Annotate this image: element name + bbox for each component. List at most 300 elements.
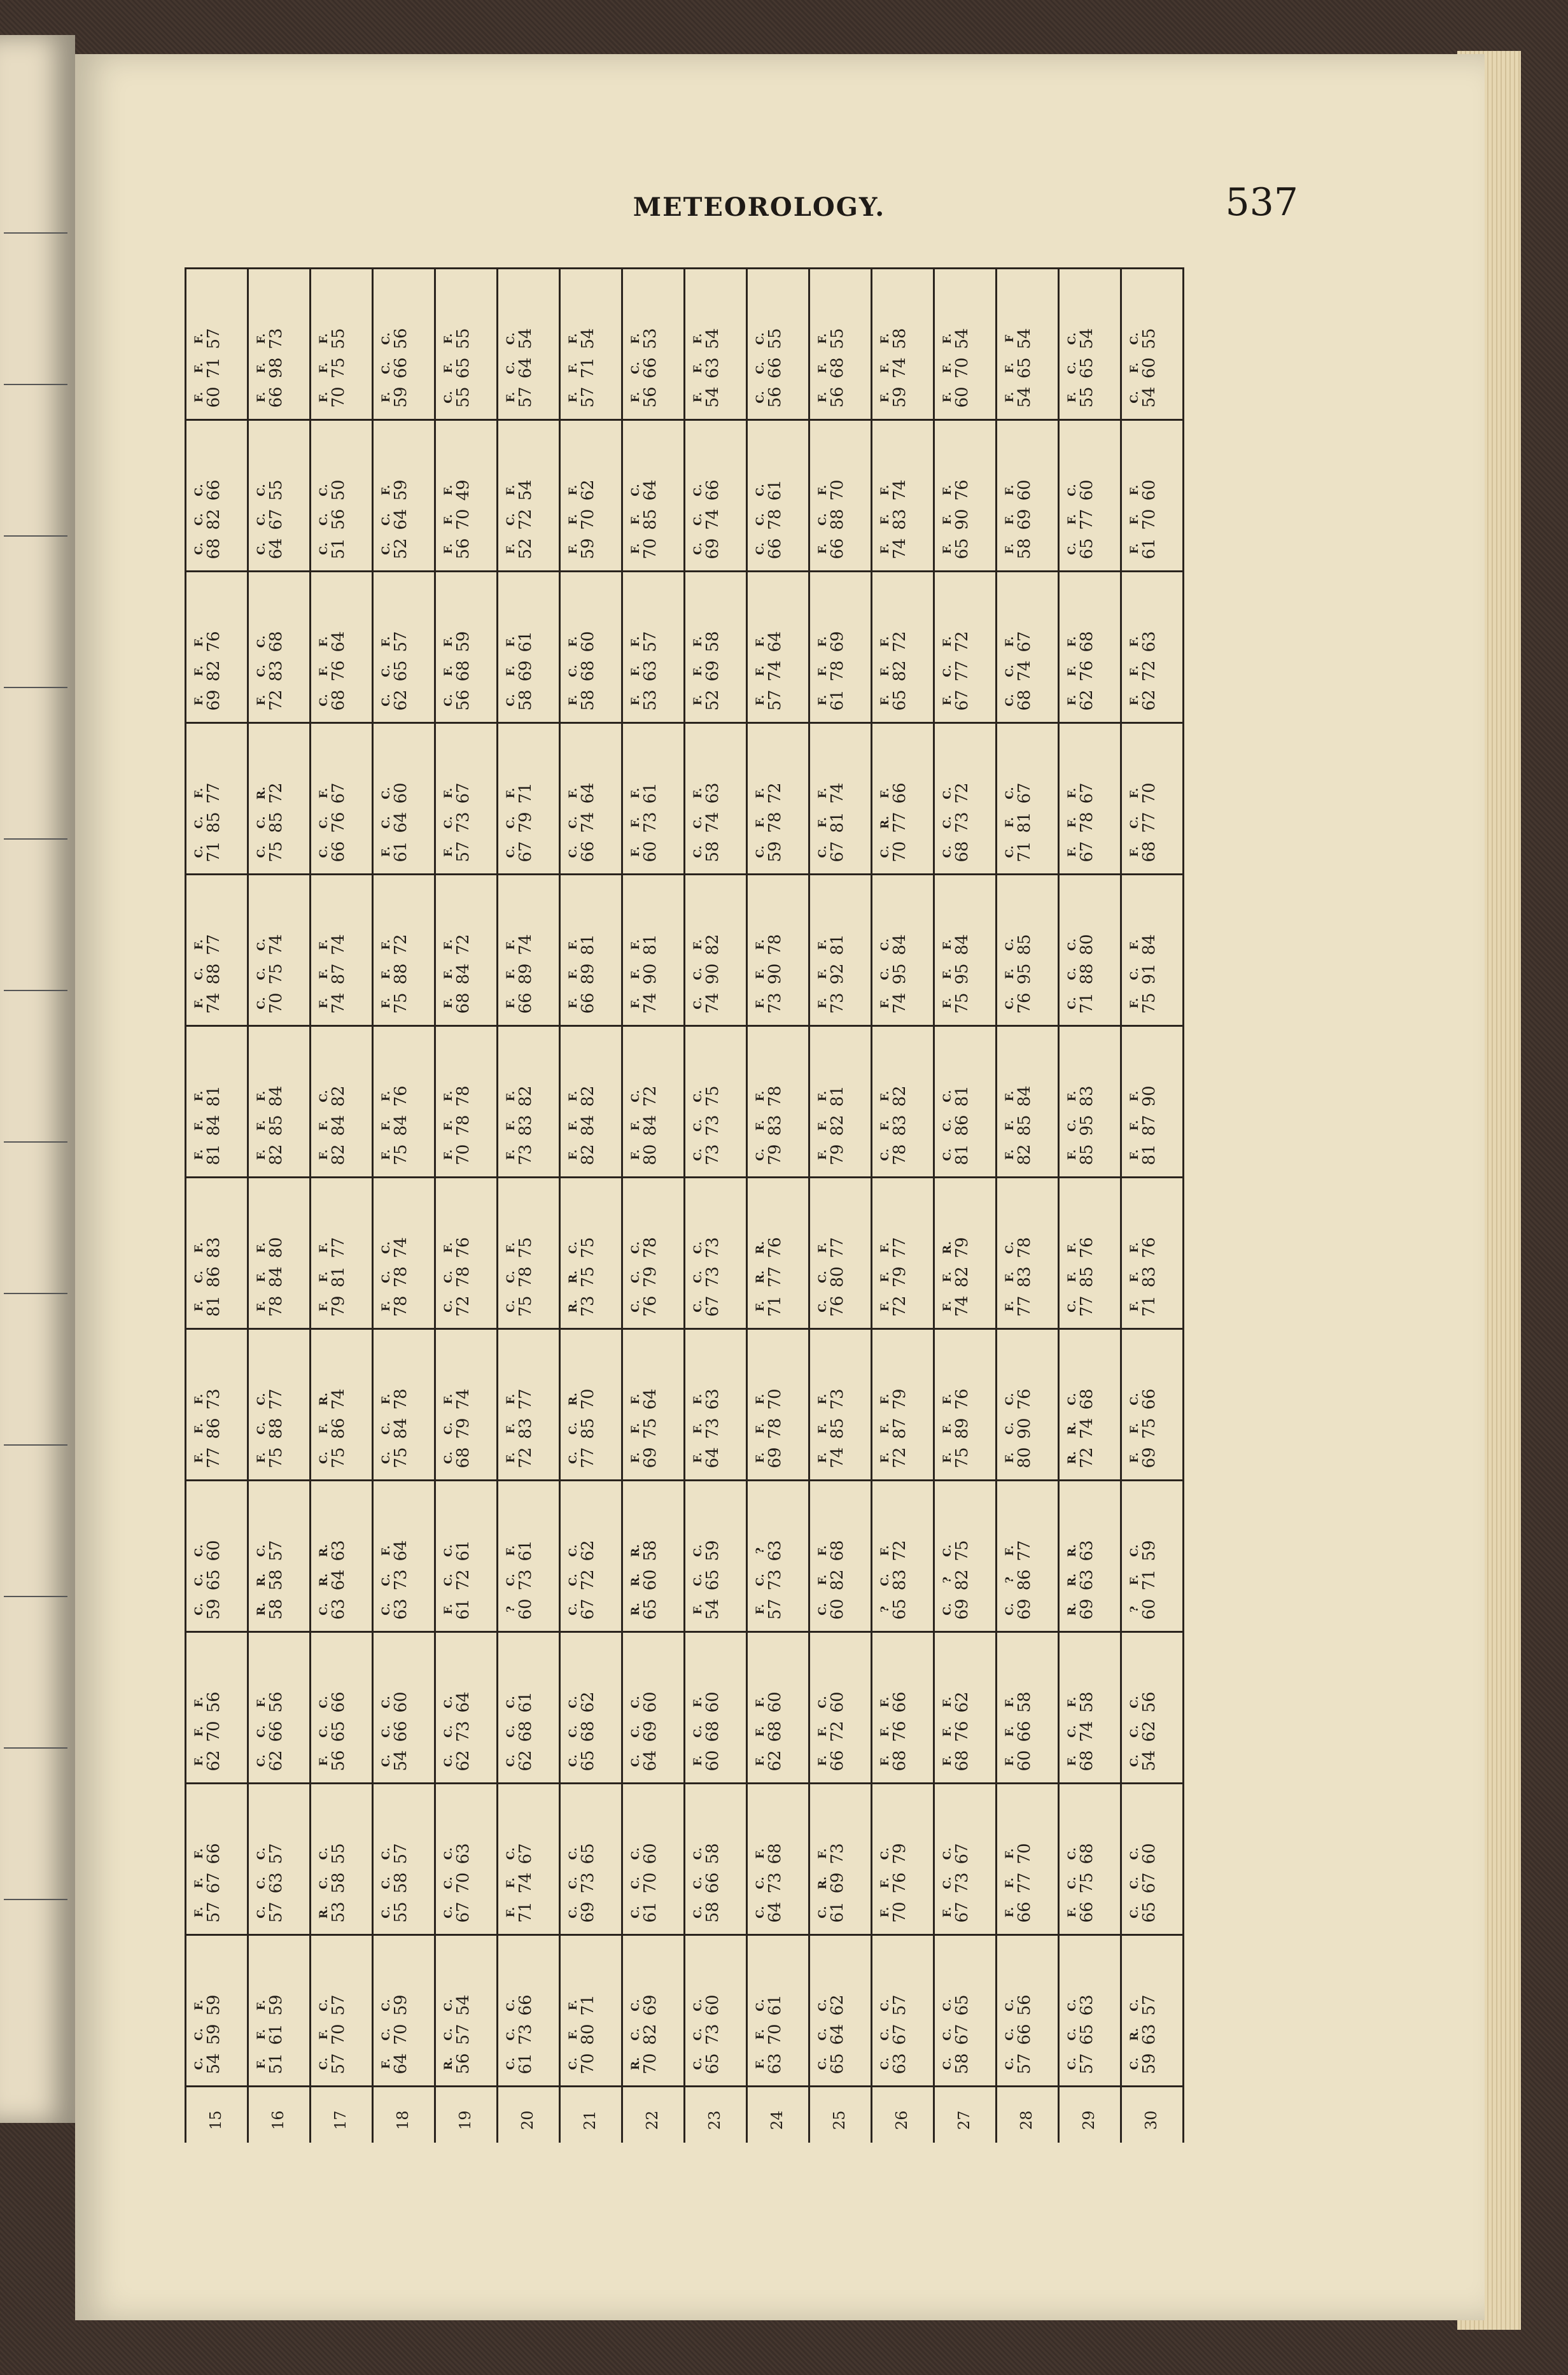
temperature-value: 81 — [828, 812, 847, 833]
reading-entry — [1129, 1842, 1158, 1865]
temperature-value: 82 — [953, 1569, 972, 1591]
weather-code: F. — [941, 1696, 954, 1708]
temperature-value: 73 — [516, 1144, 535, 1166]
weather-code: ? — [1128, 1606, 1141, 1612]
column-rule — [621, 267, 623, 2143]
temperature-value: 73 — [703, 1266, 722, 1288]
reading-entry — [942, 386, 971, 409]
weather-code: F. — [193, 1877, 206, 1889]
reading-entry — [1067, 962, 1096, 985]
reading-entry — [1004, 479, 1033, 502]
weather-code: F. — [193, 1755, 206, 1766]
reading-entry — [256, 1388, 285, 1411]
weather-code: F. — [629, 333, 642, 344]
weather-code: F. — [442, 1120, 455, 1131]
temperature-value: 73 — [766, 1872, 785, 1894]
temperature-value: 65 — [703, 2053, 722, 2075]
reading-entry — [193, 1236, 223, 1259]
reading-entry — [256, 1114, 285, 1137]
temperature-value: 79 — [890, 1266, 909, 1288]
reading-triplet — [1067, 1085, 1096, 1166]
weather-code: C. — [255, 1393, 268, 1406]
reading-entry — [568, 1842, 597, 1865]
temperature-value: 72 — [267, 782, 286, 804]
reading-entry — [942, 1568, 971, 1591]
weather-code: F. — [816, 636, 829, 647]
temperature-value: 67 — [953, 1843, 972, 1864]
reading-entry — [817, 689, 846, 712]
temperature-value: 58 — [391, 1872, 410, 1894]
temperature-value: 68 — [204, 538, 223, 560]
reading-entry — [568, 1749, 597, 1772]
reading-triplet — [1129, 1539, 1158, 1621]
temperature-value: 78 — [641, 1237, 660, 1258]
reading-entry — [942, 659, 971, 682]
temperature-value: 81 — [828, 934, 847, 955]
weather-code: C. — [1128, 1696, 1141, 1709]
day-number-label: 15 — [207, 2110, 225, 2130]
temperature-value: 63 — [1077, 1569, 1096, 1591]
weather-code: C. — [754, 1999, 767, 2012]
weather-code: F. — [1004, 636, 1016, 647]
weather-code: F. — [629, 391, 642, 403]
weather-code: C. — [1004, 787, 1016, 800]
temperature-value: 70 — [267, 992, 286, 1014]
temperature-value: 74 — [828, 782, 847, 804]
facing-page-rule — [4, 1596, 67, 1597]
reading-entry — [193, 1417, 223, 1440]
weather-code: F. — [505, 1423, 517, 1434]
reading-group — [755, 479, 784, 560]
weather-code: F. — [816, 333, 829, 344]
temperature-value: 71 — [204, 841, 223, 863]
reading-triplet — [318, 479, 347, 560]
temperature-value: 73 — [703, 1418, 722, 1439]
reading-triplet — [942, 1994, 971, 2075]
weather-code: F. — [442, 1242, 455, 1253]
reading-entry — [817, 2023, 846, 2046]
reading-entry — [630, 1417, 659, 1440]
weather-code: C. — [193, 542, 206, 555]
reading-entry — [630, 1901, 659, 1924]
temperature-value: 62 — [204, 1750, 223, 1772]
temperature-value: 79 — [454, 1418, 473, 1439]
reading-entry — [879, 840, 909, 863]
weather-code: F. — [629, 543, 642, 554]
temperature-value: 64 — [641, 479, 660, 501]
reading-entry — [879, 356, 909, 379]
reading-entry — [318, 782, 347, 805]
reading-entry — [568, 1446, 597, 1469]
weather-code: F. — [505, 787, 517, 799]
reading-entry — [755, 992, 784, 1015]
reading-triplet — [443, 1236, 472, 1318]
temperature-value: 81 — [204, 1295, 223, 1317]
reading-group — [942, 1691, 971, 1772]
reading-triplet — [630, 1842, 659, 1924]
weather-code: C. — [442, 391, 455, 404]
weather-code: C. — [941, 2057, 954, 2070]
reading-group — [1129, 327, 1158, 409]
reading-entry — [443, 1539, 472, 1562]
reading-triplet — [755, 479, 784, 560]
temperature-value: 73 — [578, 1295, 598, 1317]
weather-code: C. — [692, 1574, 704, 1586]
reading-entry — [443, 689, 472, 712]
temperature-value: 82 — [703, 934, 722, 955]
weather-code: F. — [754, 1090, 767, 1102]
weather-code: F. — [193, 391, 206, 403]
temperature-value: 59 — [578, 538, 598, 560]
temperature-value: 76 — [641, 1295, 660, 1317]
weather-table — [185, 267, 1190, 2145]
reading-entry — [318, 508, 347, 531]
reading-entry — [1129, 1295, 1158, 1318]
reading-entry — [1067, 933, 1096, 956]
temperature-value: 65 — [578, 1750, 598, 1772]
weather-code: F. — [193, 1999, 206, 2011]
temperature-value: 73 — [703, 2024, 722, 2045]
reading-group — [505, 630, 535, 712]
temperature-value: 74 — [329, 992, 348, 1014]
reading-entry — [879, 479, 909, 502]
reading-entry — [879, 1236, 909, 1259]
weather-code: F. — [941, 1452, 954, 1463]
reading-entry — [817, 1265, 846, 1288]
reading-entry — [256, 1720, 285, 1743]
temperature-value: 82 — [890, 660, 909, 682]
weather-code: C. — [505, 1847, 517, 1860]
weather-code: C. — [941, 1603, 954, 1616]
temperature-value: 66 — [1140, 1388, 1159, 1410]
reading-entry — [193, 1598, 223, 1621]
reading-group — [193, 630, 223, 712]
reading-entry — [1004, 1691, 1033, 1714]
temperature-value: 81 — [641, 934, 660, 955]
temperature-value: 60 — [1015, 479, 1034, 501]
weather-code: F. — [941, 636, 954, 647]
reading-group — [692, 782, 722, 863]
reading-entry — [193, 782, 223, 805]
reading-entry — [817, 1842, 846, 1865]
reading-triplet — [568, 327, 597, 409]
temperature-value: 57 — [267, 1901, 286, 1923]
reading-entry — [505, 933, 535, 956]
temperature-value: 68 — [828, 1540, 847, 1561]
reading-group — [755, 1691, 784, 1772]
reading-entry — [755, 1085, 784, 1108]
weather-code: C. — [380, 2028, 393, 2041]
temperature-value: 73 — [953, 1872, 972, 1894]
reading-group — [692, 630, 722, 712]
reading-entry — [942, 840, 971, 863]
reading-group — [193, 1085, 223, 1166]
weather-code: C. — [629, 1090, 642, 1103]
weather-code: F. — [442, 939, 455, 950]
reading-entry — [381, 1749, 410, 1772]
reading-triplet — [193, 630, 223, 712]
temperature-value: 68 — [1077, 1388, 1096, 1410]
reading-entry — [879, 992, 909, 1015]
reading-group — [879, 327, 909, 409]
weather-code: C. — [567, 1574, 580, 1586]
reading-group — [755, 1085, 784, 1166]
reading-triplet — [817, 630, 846, 712]
temperature-value: 64 — [391, 2053, 410, 2075]
weather-code: C. — [692, 1999, 704, 2012]
reading-entry — [568, 659, 597, 682]
reading-entry — [1129, 1446, 1158, 1469]
reading-group — [505, 933, 535, 1015]
reading-group — [1004, 1388, 1033, 1469]
reading-entry — [443, 2052, 472, 2075]
reading-group — [1004, 1994, 1033, 2075]
reading-triplet — [879, 1388, 909, 1469]
weather-code: F. — [442, 665, 455, 677]
reading-triplet — [817, 327, 846, 409]
weather-code: R. — [629, 1602, 642, 1616]
reading-entry — [256, 1598, 285, 1621]
reading-triplet — [1004, 327, 1033, 409]
reading-entry — [817, 1446, 846, 1469]
temperature-value: 59 — [391, 386, 410, 408]
weather-code: F. — [816, 484, 829, 496]
temperature-value: 86 — [204, 1266, 223, 1288]
reading-entry — [692, 659, 722, 682]
weather-code: C. — [941, 665, 954, 677]
reading-entry — [1067, 1871, 1096, 1894]
reading-triplet — [879, 1842, 909, 1924]
temperature-value: 72 — [454, 934, 473, 955]
weather-code: C. — [255, 1906, 268, 1919]
weather-code: F. — [941, 484, 954, 496]
reading-triplet — [1067, 1994, 1096, 2075]
reading-entry — [318, 1598, 347, 1621]
reading-group — [755, 933, 784, 1015]
weather-code: F. — [193, 1726, 206, 1737]
reading-entry — [1004, 356, 1033, 379]
reading-triplet — [193, 933, 223, 1015]
weather-code: F. — [1004, 1755, 1016, 1766]
weather-code: F. — [754, 1423, 767, 1434]
weather-code: C. — [442, 1422, 455, 1435]
weather-code: C. — [380, 1241, 393, 1254]
weather-code: F. — [505, 1149, 517, 1160]
reading-entry — [505, 1114, 535, 1137]
weather-code: F. — [567, 1090, 580, 1102]
temperature-value: 77 — [516, 1388, 535, 1410]
temperature-value: 62 — [454, 1750, 473, 1772]
weather-code: C. — [380, 1754, 393, 1767]
weather-code: C. — [816, 1696, 829, 1709]
reading-group — [381, 1085, 410, 1166]
temperature-value: 81 — [828, 1085, 847, 1107]
reading-triplet — [755, 1994, 784, 2075]
temperature-value: 85 — [1015, 934, 1034, 955]
temperature-value: 73 — [516, 2024, 535, 2045]
reading-entry — [1067, 1265, 1096, 1288]
reading-entry — [193, 1265, 223, 1288]
weather-code: C. — [1128, 1544, 1141, 1557]
weather-code: C. — [879, 1999, 892, 2012]
temperature-value: 70 — [578, 509, 598, 530]
temperature-value: 83 — [890, 1569, 909, 1591]
reading-entry — [568, 508, 597, 531]
reading-triplet — [817, 1236, 846, 1318]
temperature-value: 64 — [391, 509, 410, 530]
reading-group — [755, 630, 784, 712]
reading-entry — [568, 2052, 597, 2075]
reading-entry — [381, 1085, 410, 1108]
reading-entry — [692, 1842, 722, 1865]
reading-entry — [1067, 1568, 1096, 1591]
reading-entry — [568, 1265, 597, 1288]
reading-group — [256, 1994, 285, 2075]
reading-group — [381, 1539, 410, 1621]
reading-entry — [193, 1085, 223, 1108]
temperature-value: 64 — [391, 812, 410, 833]
weather-code: C. — [567, 1544, 580, 1557]
weather-code: R. — [567, 1270, 580, 1284]
weather-code: C. — [442, 1696, 455, 1709]
reading-entry — [755, 1388, 784, 1411]
reading-entry — [318, 1691, 347, 1714]
reading-entry — [755, 1598, 784, 1621]
temperature-value: 65 — [578, 1843, 598, 1864]
reading-entry — [568, 1598, 597, 1621]
temperature-value: 77 — [1140, 812, 1159, 833]
weather-code: F. — [941, 1393, 954, 1405]
weather-code: F. — [879, 1755, 892, 1766]
weather-code: R. — [941, 1241, 954, 1255]
reading-entry — [817, 840, 846, 863]
reading-entry — [755, 840, 784, 863]
temperature-value: 63 — [329, 1540, 348, 1561]
reading-group — [568, 630, 597, 712]
reading-group — [443, 1085, 472, 1166]
weather-code: F. — [629, 514, 642, 525]
reading-entry — [692, 1901, 722, 1924]
reading-entry — [817, 659, 846, 682]
reading-triplet — [318, 1388, 347, 1469]
weather-code: C. — [567, 816, 580, 829]
reading-triplet — [256, 1691, 285, 1772]
weather-code: F. — [380, 997, 393, 1009]
temperature-value: 62 — [1140, 1721, 1159, 1742]
reading-entry — [1004, 327, 1033, 350]
reading-group — [318, 479, 347, 560]
reading-group — [1067, 1691, 1096, 1772]
temperature-value: 58 — [703, 631, 722, 652]
column-rule — [185, 267, 186, 2143]
reading-triplet — [1004, 1842, 1033, 1924]
reading-entry — [1067, 2052, 1096, 2075]
temperature-value: 58 — [703, 1901, 722, 1923]
reading-entry — [1067, 1236, 1096, 1259]
weather-code: F. — [318, 665, 330, 677]
reading-triplet — [443, 1539, 472, 1621]
weather-code: C. — [1066, 2028, 1079, 2041]
weather-code: F. — [318, 391, 330, 403]
weather-code: C. — [380, 1451, 393, 1464]
weather-code: F. — [879, 694, 892, 706]
weather-code: F. — [879, 1300, 892, 1312]
weather-code: F. — [816, 1090, 829, 1102]
weather-code: C. — [879, 1574, 892, 1586]
reading-group — [193, 327, 223, 409]
temperature-value: 90 — [1140, 1085, 1159, 1107]
reading-entry — [505, 782, 535, 805]
reading-entry — [1004, 840, 1033, 863]
weather-code: C. — [629, 1906, 642, 1919]
reading-triplet — [879, 1994, 909, 2075]
temperature-value: 60 — [828, 1598, 847, 1620]
temperature-value: 95 — [890, 963, 909, 985]
reading-entry — [942, 1114, 971, 1137]
reading-group — [505, 327, 535, 409]
reading-triplet — [1067, 1236, 1096, 1318]
reading-triplet — [256, 782, 285, 863]
reading-triplet — [1129, 327, 1158, 409]
temperature-value: 66 — [1015, 2024, 1034, 2045]
reading-entry — [755, 1446, 784, 1469]
reading-entry — [568, 1388, 597, 1411]
weather-code: F. — [567, 484, 580, 496]
temperature-value: 69 — [1140, 1447, 1159, 1469]
temperature-value: 74 — [890, 538, 909, 560]
temperature-value: 61 — [641, 782, 660, 804]
weather-code: F. — [193, 1300, 206, 1312]
day-number-label: 19 — [456, 2110, 474, 2130]
reading-group — [1129, 1994, 1158, 2075]
reading-entry — [817, 1871, 846, 1894]
reading-entry — [443, 2023, 472, 2046]
day-number-label: 23 — [706, 2110, 724, 2130]
weather-code: R. — [318, 1392, 330, 1406]
weather-code: F. — [255, 1242, 268, 1253]
temperature-value: 74 — [329, 1388, 348, 1410]
temperature-value: 67 — [890, 2024, 909, 2045]
weather-code: C. — [1004, 845, 1016, 858]
weather-code: F. — [1128, 665, 1141, 677]
reading-group — [443, 1539, 472, 1621]
reading-group — [568, 1085, 597, 1166]
reading-entry — [381, 1417, 410, 1440]
reading-entry — [381, 811, 410, 834]
reading-group — [568, 1388, 597, 1469]
weather-code: C. — [1128, 1754, 1141, 1767]
reading-entry — [1129, 1691, 1158, 1714]
temperature-value: 74 — [1077, 1721, 1096, 1742]
reading-triplet — [755, 630, 784, 712]
weather-code: F. — [1004, 1090, 1016, 1102]
weather-code: C. — [941, 845, 954, 858]
temperature-value: 71 — [1077, 992, 1096, 1014]
weather-code: C. — [318, 2057, 330, 2070]
reading-triplet — [755, 1842, 784, 1924]
reading-entry — [381, 1446, 410, 1469]
temperature-value: 82 — [329, 1144, 348, 1166]
reading-entry — [1129, 2052, 1158, 2075]
temperature-value: 70 — [1140, 509, 1159, 530]
weather-code: F. — [1128, 1090, 1141, 1102]
reading-entry — [879, 1598, 909, 1621]
reading-entry — [381, 1994, 410, 2017]
temperature-value: 52 — [516, 538, 535, 560]
weather-code: C. — [505, 1300, 517, 1313]
reading-group — [256, 1539, 285, 1621]
temperature-value: 55 — [828, 328, 847, 349]
